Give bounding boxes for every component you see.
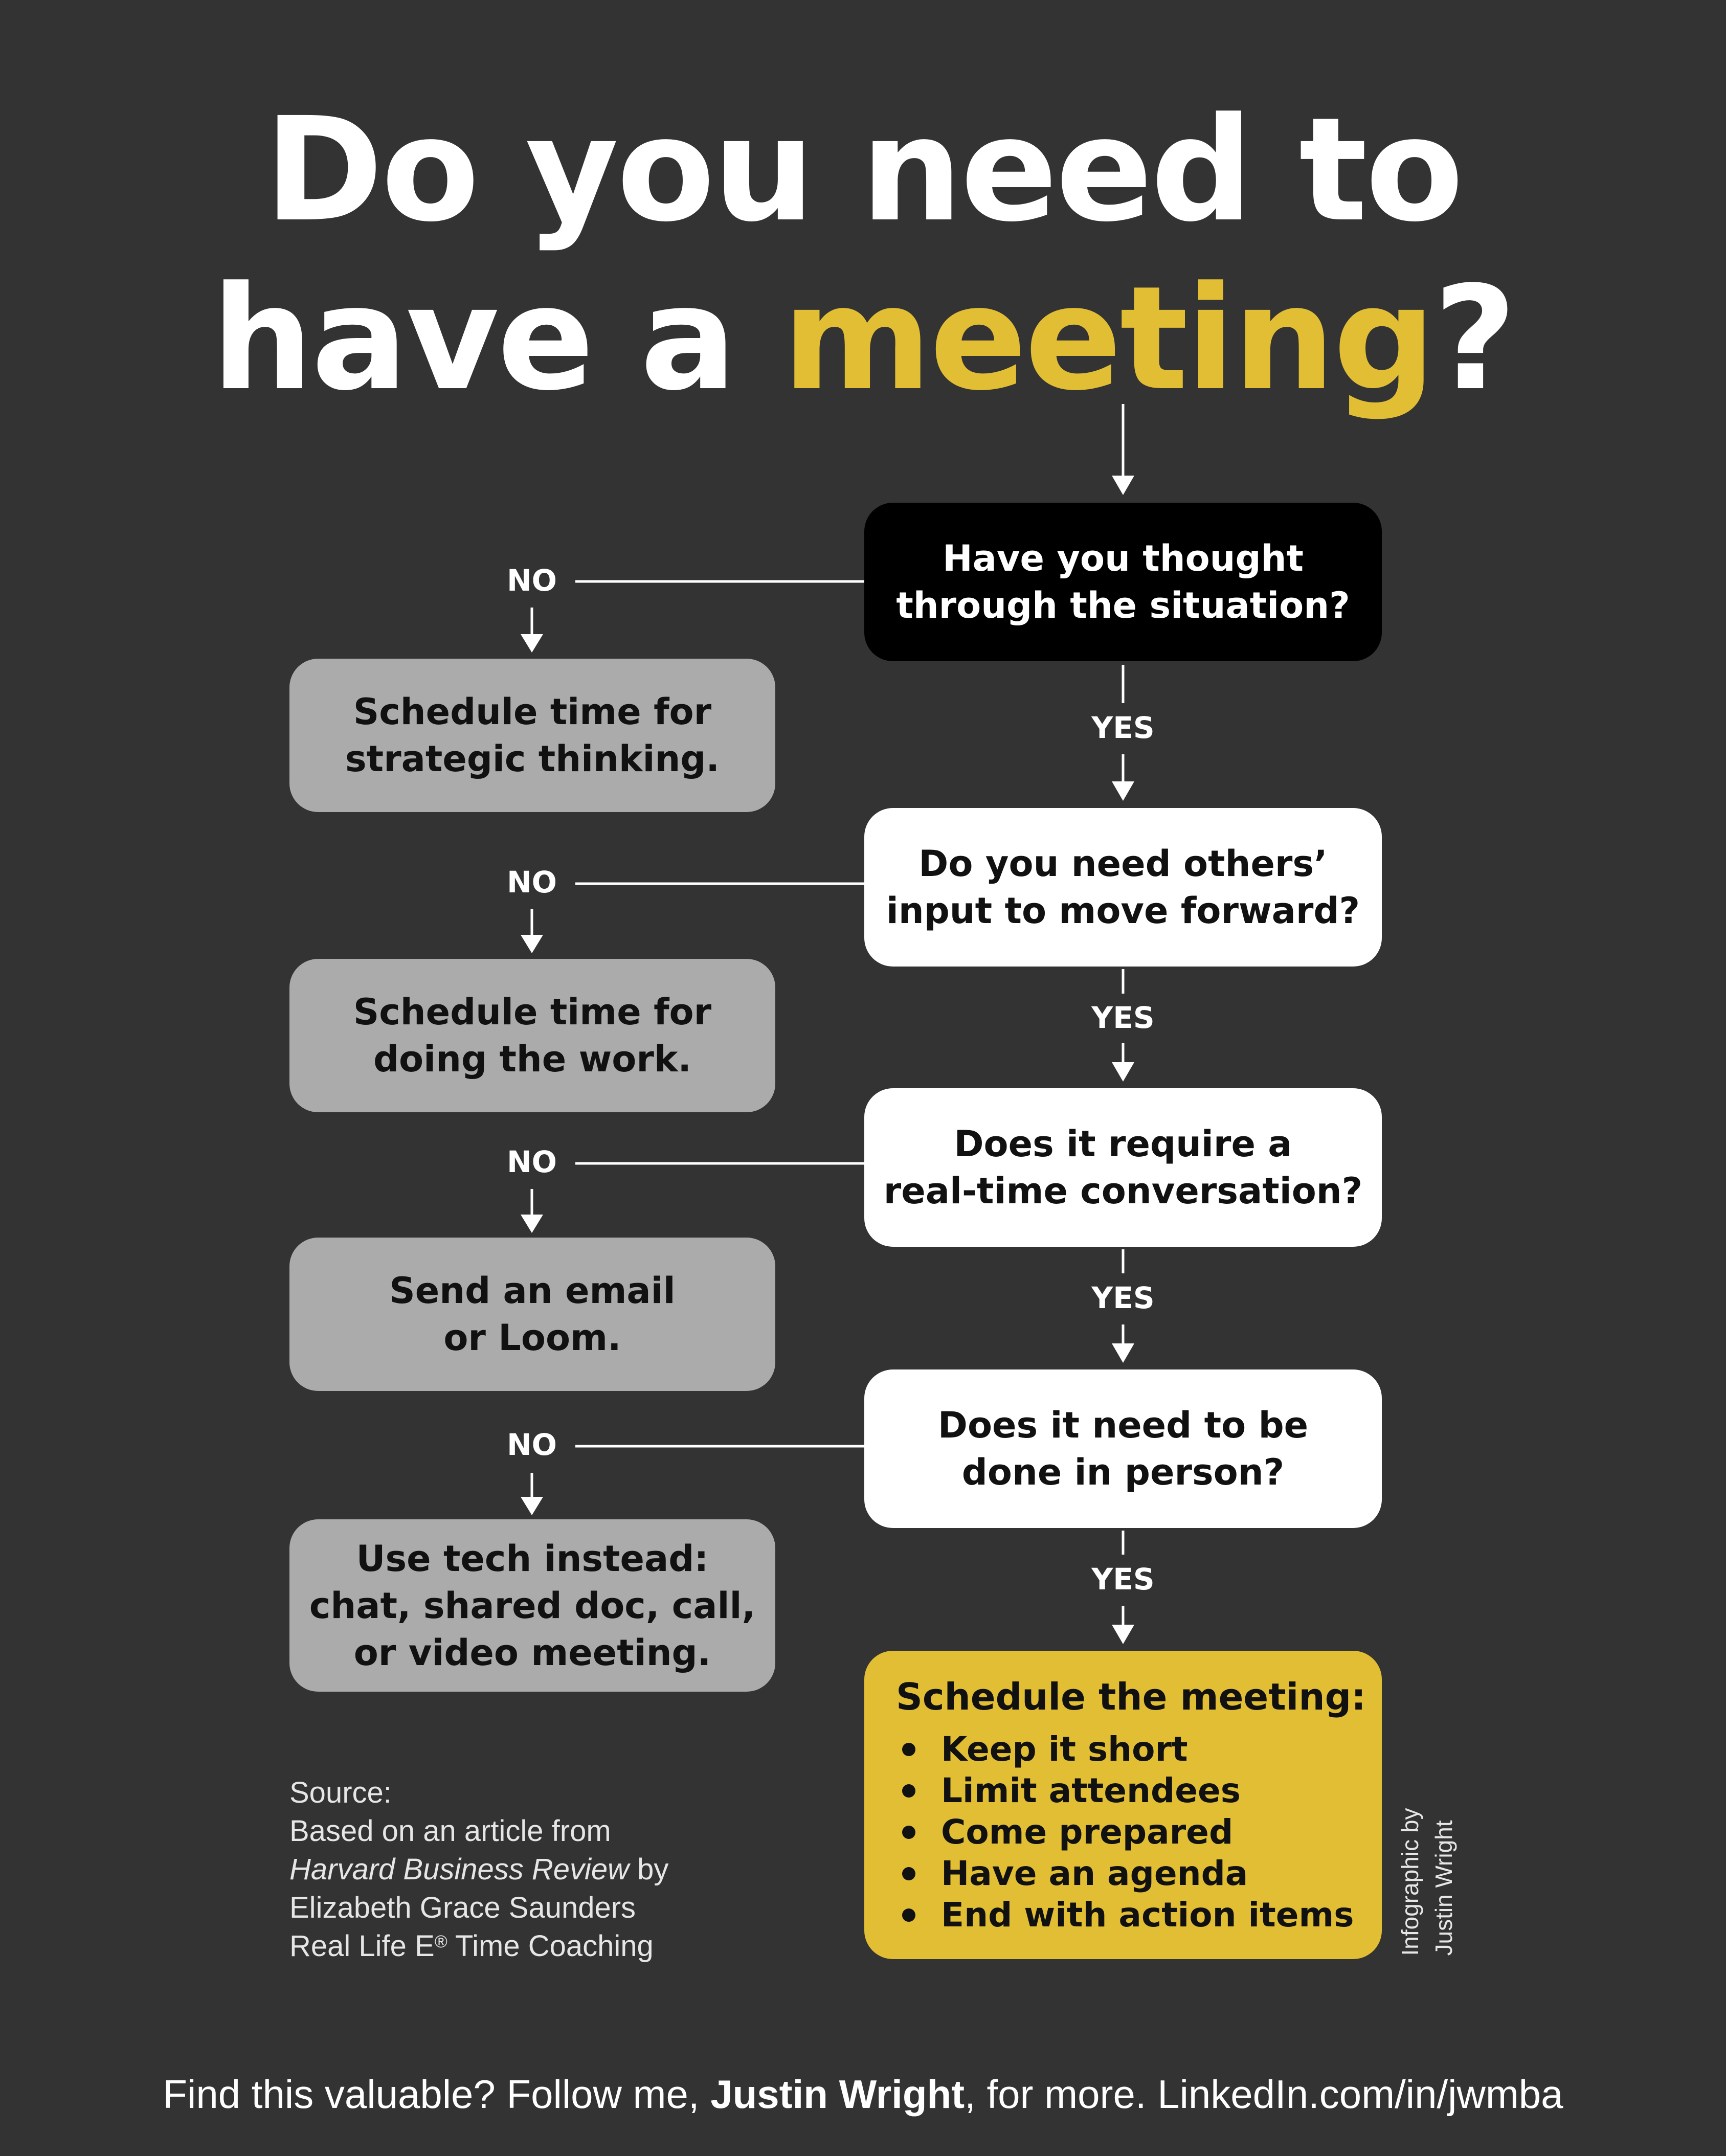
answer-text: Schedule time for strategic thinking. (345, 691, 720, 780)
yes-label: YES (1091, 1000, 1155, 1035)
bullet-icon (902, 1908, 915, 1922)
no-label: NO (507, 1427, 557, 1462)
arrowhead-no-1 (521, 634, 543, 653)
arrowhead-title (1112, 476, 1134, 495)
no-label: NO (507, 865, 557, 900)
source-label: Source: (289, 1776, 392, 1809)
arrowhead-yes-4 (1112, 1625, 1134, 1644)
page-title-line-2 (0, 256, 1726, 422)
bullet-icon (902, 1826, 915, 1839)
registered-mark: ® (434, 1932, 447, 1951)
arrowhead-no-4 (521, 1497, 543, 1515)
title-accent-word: meeting (782, 256, 1434, 422)
footer-cta (0, 2071, 1726, 2118)
source-citation (289, 1773, 826, 1965)
source-publication: Harvard Business Review (289, 1853, 630, 1886)
no-label: NO (507, 1144, 557, 1179)
final-box-schedule-meeting (864, 1651, 1382, 1959)
question-box-real-time (864, 1088, 1382, 1247)
list-item-text: End with action items (941, 1895, 1354, 1935)
arrowhead-no-3 (521, 1215, 543, 1233)
answer-text: Schedule time for doing the work. (353, 991, 712, 1080)
question-box-others-input (864, 808, 1382, 967)
answer-box-doing-work (289, 959, 775, 1112)
arrowhead-yes-3 (1112, 1343, 1134, 1363)
list-item-text: Limit attendees (941, 1771, 1241, 1810)
final-list (896, 1728, 1356, 1936)
arrowhead-yes-2 (1112, 1062, 1134, 1082)
arrowhead-no-2 (521, 935, 543, 953)
answer-box-strategic-thinking (289, 659, 775, 812)
source-line-2 (289, 1850, 826, 1889)
question-text: Does it need to be done in person? (937, 1404, 1309, 1493)
list-item (896, 1853, 1356, 1894)
answer-text: Send an email or Loom. (389, 1270, 676, 1359)
credit-line-2: Justin Wright (1430, 1820, 1457, 1956)
question-box-thought-through (864, 503, 1382, 661)
question-box-in-person (864, 1369, 1382, 1528)
page-title-line-1: Do you need to (264, 87, 1462, 254)
list-item (896, 1728, 1356, 1770)
source-company-suffix: Time Coaching (447, 1929, 654, 1963)
bullet-icon (902, 1743, 915, 1756)
infographic-credit (1391, 1800, 1463, 1964)
footer-suffix: , for more. LinkedIn.com/in/jwmba (965, 2072, 1563, 2117)
source-company-prefix: Real Life E (289, 1929, 435, 1963)
source-company (289, 1927, 826, 1965)
arrowhead-yes-1 (1112, 781, 1134, 801)
title-suffix: ? (1433, 256, 1515, 422)
answer-box-email-loom (289, 1238, 775, 1391)
source-author: Elizabeth Grace Saunders (289, 1891, 636, 1924)
list-item (896, 1894, 1356, 1936)
yes-label: YES (1091, 710, 1155, 745)
bullet-icon (902, 1867, 915, 1880)
list-item (896, 1811, 1356, 1853)
answer-text: Use tech instead: chat, shared doc, call, or video meeting. (309, 1537, 756, 1674)
source-line-1: Based on an article from (289, 1814, 611, 1848)
answer-box-use-tech (289, 1519, 775, 1692)
credit-line-1: Infographic by (1397, 1808, 1423, 1956)
question-text: Does it require a real-time conversation? (883, 1123, 1363, 1212)
list-item-text: Have an agenda (941, 1854, 1248, 1893)
question-text: Have you thought through the situation? (896, 537, 1350, 626)
title-prefix: have a (211, 256, 783, 422)
final-title: Schedule the meeting: (896, 1675, 1366, 1718)
yes-label: YES (1091, 1562, 1155, 1597)
no-label: NO (507, 563, 557, 598)
question-text: Do you need others’ input to move forward? (886, 843, 1360, 932)
list-item-text: Keep it short (941, 1730, 1188, 1769)
list-item (896, 1770, 1356, 1811)
list-item-text: Come prepared (941, 1812, 1234, 1852)
footer-prefix: Find this valuable? Follow me, (163, 2072, 711, 2117)
bullet-icon (902, 1784, 915, 1798)
yes-label: YES (1091, 1281, 1155, 1315)
source-by: by (629, 1853, 669, 1886)
footer-name: Justin Wright (710, 2072, 965, 2117)
